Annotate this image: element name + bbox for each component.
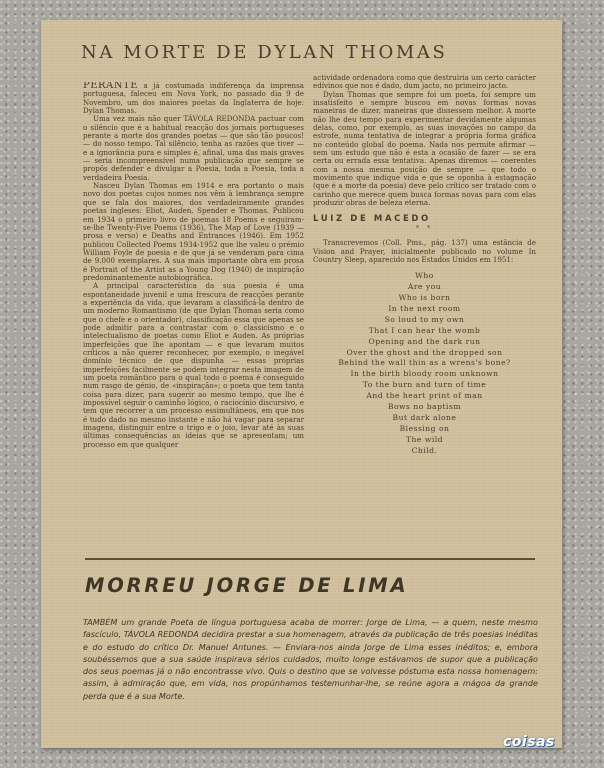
author-signature: LUIZ DE MACEDO <box>313 213 431 224</box>
poem-line: In the birth bloody room unknown <box>350 369 499 379</box>
article-left-column <box>83 82 304 564</box>
poem-line: In the next room <box>388 303 461 313</box>
article-paragraph: actividade ordenadora como que destruiria um certo carácter edívinos que nos é dado, dum jacto, no primeiro jacto. <box>313 73 536 91</box>
article-title: NA MORTE DE DYLAN THOMAS <box>81 42 448 63</box>
section-divider <box>85 558 535 560</box>
poem-line: Child. <box>411 445 438 455</box>
notice-headline: MORREU JORGE DE LIMA <box>85 574 409 597</box>
poem-line: To the burn and turn of time <box>362 380 487 390</box>
article-paragraph: Nasceu Dylan Thomas em 1914 e era portanto o mais novo dos poetas cujos nomes nos vêm à lembrança sempre que se fala dos maiores, dos verdadeiramente grandes poetas ingleses: Eliot, Auden, Spender e Thomas. Publicou em 1934 o primeiro livro de poemas 18 Poems e seguiram-se-lhe Twenty-Five Poems (1936), The Map of Love (1939 — prosa e verso) e Deaths and Entrances (1946). Em 1952 publicou Collected Poems 1934-1952 que lhe valeu o prémio William Foyle de poesia e de que já se venderam para cima de 9.000 exemplares. A sua mais importante obra em prosa é Portrait of the Artist as a Young Dog (1940) de inspiração predominantemente autobiográfica. <box>83 181 304 282</box>
article-paragraph: PERANTE a já costumada indiferença da imprensa portuguesa, faleceu em Nova York, no passado dia 9 de Novembro, um dos maiores poetas da Inglaterra de hoje: Dylan Thomas. <box>83 82 304 116</box>
watermark-logo: coisas <box>503 734 555 750</box>
poem-line: That I can hear the womb <box>368 325 481 335</box>
poem-line: The wild <box>405 434 444 444</box>
dropcap-word: PERANTE <box>83 82 138 91</box>
poem-line: Who is born <box>398 293 451 303</box>
poem-line: But dark alone <box>392 413 457 422</box>
poem-line: And the heart print of man <box>366 391 483 401</box>
article-paragraph: A principal característica da sua poesia é uma espontaneidade juvenil e uma frescura de reacções perante a experiência da vida, que levaram a classificá-la dentro de um moderno Romantismo (de que Dylan Thomas seria como que o chefe e o orientador), classificação essa que apenas se pode admitir para a contrastar com o classicismo e o intelectualismo de poetas como Eliot e Auden. As próprias imperfeições que lhe apontam — e que levaram muitos críticos a não querer reconhecer, por exemplo, o inegável domínio técnico de que dispunha — essas próprias imperfeições facilmente se podem integrar nesta imagem de um poeta romântico para o qual todo o poema é conseguido num rasgo de génio, de «inspiração»; o poeta que tem tanta coisa para dizer, para sugerir ao mesmo tempo, que lhe é impossível seguir o caminho lógico, o raciocínio discursivo, e tem que recorrer a um processo essimultâneos, em que nos é tudo dado no mesmo instante e não há vagar para separar imagens, distinguir entre o trigo e o joio, levar até às suas últimas consequências as ideias que se apresentam; um processo em que qualquer <box>83 281 304 449</box>
section-separator: * * <box>416 224 433 232</box>
poem-line: So loud to my own <box>384 314 465 324</box>
poem-line: Over the ghost and the dropped son <box>346 347 503 357</box>
article-paragraph: Uma vez mais não quer TÁVOLA REDONDA pactuar com o silêncio que é a habitual reacção dos jornais portugueses perante a morte dos grandes poetas — que são tão poucos! — do nosso tempo. Tal silêncio, tenha as razões que tiver — e a ignorância pura e simples é, afinal, uma das mais graves — seria incompreensível numa publicação que sempre se propôs defender e divulgar a Poesia, toda a Poesia, toda a verdadeira Poesia. <box>83 114 304 182</box>
poem-line: Opening and the dark run <box>368 336 481 346</box>
poem-line: Who <box>415 271 434 281</box>
poem <box>313 271 536 456</box>
article-paragraph: Dylan Thomas que sempre foi um poeta, foi sempre um insatisfeito e sempre buscou em novas formas novas maneiras de dizer, maneiras que dissessem melhor. A morte não lhe deu tempo para experimentar devidamente algumas delas, como, por exemplo, as suas inovações no campo da estrofe, numa tentativa de integrar a própria forma gráfica no conteúdo global do poema. Nada nos permite afirmar — sem um estudo que não é esta a ocasião de fazer — se era certa ou errada essa tentativa. Apenas diremos — coerentes com a nossa mesma posição de sempre — que todo o movimento que indique vida e que se oponha à estagnação (que é a morte da poesia) deve pelo crítico ser tratado com o carinho que merece quem busca formas novas para com elas produzir obras de beleza eterna. <box>313 89 536 208</box>
poem-line: Bows no baptism <box>387 402 462 412</box>
poem-line: Behind the wall thin as a wrens's bone? <box>338 358 511 368</box>
poem-line: Are you <box>407 282 442 292</box>
poem-line: Blessing on <box>399 423 450 433</box>
magazine-page <box>41 20 562 748</box>
notice-paragraph: TAMBÉM um grande Poeta de língua portuguesa acaba de morrer: Jorge de Lima, — a quem, neste mesmo fascículo, TÁVOLA REDONDA decidira prestar a sua homenagem, através da publicação de três poesias inéditas e do estudo do crítico Dr. Manuel Antunes. — Enviara-nos ainda Jorge de Lima esses inéditos; e, embora soubéssemos que a sua saúde inspirava sérios cuidados, muito longe estávamos de supor que a publicação dos seus poemas já o não encontrasse vivo. Quis o destino que se volvesse póstuma esta nossa homenagem: assim, à admiração que, em vida, nos propúnhamos testemunhar-lhe, se reúne agora a mágoa da grande perda que é a sua Morte. <box>83 617 538 701</box>
poem-introduction: Transcrevemos (Coll. Pms., pág. 137) uma estância de Vision and Prayer, inicialmente publicado no volume In Country Sleep, aparecido nos Estados Unidos em 1951: <box>313 238 536 264</box>
article-right-column <box>313 74 536 457</box>
